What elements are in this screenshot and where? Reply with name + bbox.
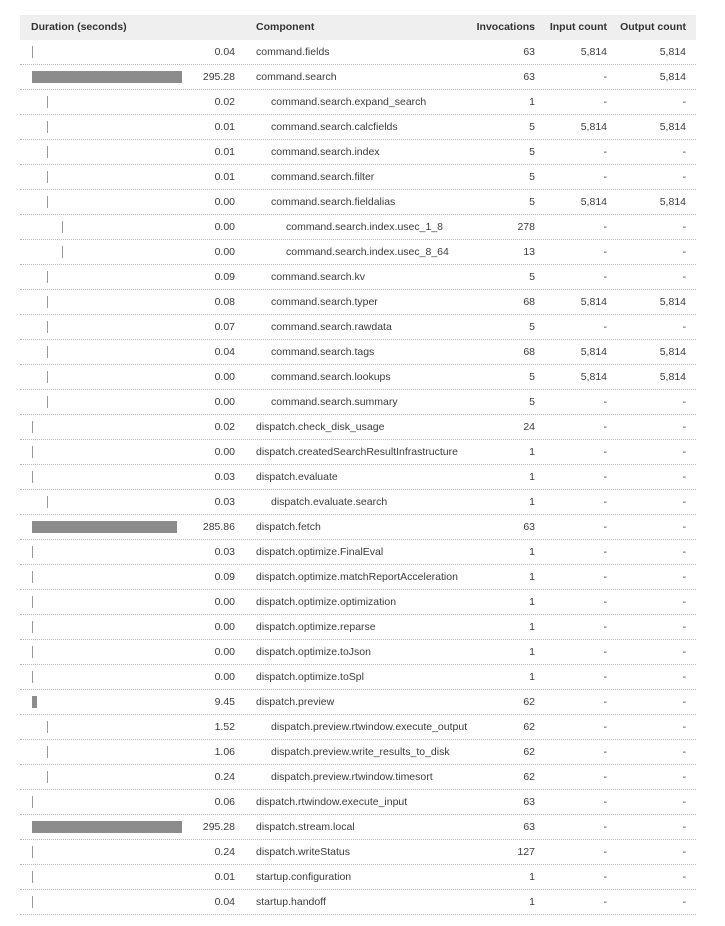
duration-bar — [32, 521, 177, 533]
duration-bar-cell — [20, 40, 180, 64]
duration-value: 0.02 — [214, 96, 235, 108]
duration-bar-cell — [20, 740, 180, 764]
input-count-value: - — [603, 96, 607, 108]
table-body — [20, 40, 696, 915]
component-name: dispatch.optimize.matchReportAcceleration — [256, 571, 458, 583]
input-count-value: - — [603, 896, 607, 908]
invocations-value: 63 — [523, 521, 535, 533]
component-name: command.search.expand_search — [271, 96, 427, 108]
duration-bar-cell — [20, 215, 180, 239]
duration-value: 0.24 — [214, 771, 235, 783]
duration-value: 0.02 — [214, 421, 235, 433]
component-name: command.search.rawdata — [271, 321, 392, 333]
duration-bar — [47, 271, 48, 283]
duration-bar-cell — [20, 840, 180, 864]
component-name: command.fields — [256, 46, 330, 58]
duration-bar — [47, 121, 48, 133]
duration-bar — [47, 396, 48, 408]
input-count-value: - — [603, 646, 607, 658]
input-count-column-header[interactable]: Input count — [549, 21, 607, 33]
input-count-value: - — [603, 671, 607, 683]
duration-value: 9.45 — [214, 696, 235, 708]
component-name: command.search.index — [271, 146, 380, 158]
duration-bar-cell — [20, 165, 180, 189]
invocations-value: 5 — [529, 121, 535, 133]
table-row[interactable] — [20, 190, 696, 215]
output-count-value: - — [682, 896, 686, 908]
output-count-value: - — [682, 521, 686, 533]
duration-bar — [62, 221, 63, 233]
invocations-value: 1 — [529, 621, 535, 633]
component-name: command.search.calcfields — [271, 121, 398, 133]
invocations-value: 63 — [523, 71, 535, 83]
table-row[interactable] — [20, 765, 696, 790]
output-count-value: 5,814 — [659, 346, 686, 358]
duration-bar-cell — [20, 865, 180, 889]
invocations-value: 1 — [529, 596, 535, 608]
table-row[interactable] — [20, 440, 696, 465]
output-count-value: - — [682, 646, 686, 658]
component-name: dispatch.preview.rtwindow.execute_output — [271, 721, 468, 733]
input-count-value: - — [603, 171, 607, 183]
invocations-value: 62 — [523, 771, 535, 783]
input-count-value: - — [603, 71, 607, 83]
duration-bar — [47, 746, 48, 758]
duration-value: 0.00 — [214, 596, 235, 608]
input-count-value: - — [603, 221, 607, 233]
component-name: dispatch.optimize.toJson — [256, 646, 371, 658]
component-name: dispatch.evaluate.search — [271, 496, 388, 508]
component-name: command.search.typer — [271, 296, 378, 308]
output-count-value: - — [682, 671, 686, 683]
duration-bar-cell — [20, 890, 180, 914]
duration-value: 0.24 — [214, 846, 235, 858]
duration-bar-cell — [20, 465, 180, 489]
duration-value: 0.00 — [214, 671, 235, 683]
component-name: command.search.index.usec_8_64 — [286, 246, 449, 258]
table-row[interactable] — [20, 740, 696, 765]
duration-bar — [32, 821, 182, 833]
duration-value: 0.04 — [214, 346, 235, 358]
component-name: dispatch.optimize.toSpl — [256, 671, 364, 683]
duration-bar-cell — [20, 340, 180, 364]
input-count-value: 5,814 — [580, 196, 607, 208]
input-count-value: - — [603, 596, 607, 608]
input-count-value: - — [603, 746, 607, 758]
duration-value: 295.28 — [202, 821, 235, 833]
duration-bar-cell — [20, 240, 180, 264]
duration-bar-cell — [20, 90, 180, 114]
duration-bar — [32, 571, 33, 583]
component-column-header[interactable]: Component — [256, 21, 315, 33]
duration-bar — [32, 421, 33, 433]
duration-bar-cell — [20, 490, 180, 514]
table-row[interactable] — [20, 540, 696, 565]
duration-value: 285.86 — [202, 521, 235, 533]
input-count-value: 5,814 — [580, 46, 607, 58]
invocations-value: 68 — [523, 296, 535, 308]
duration-bar-cell — [20, 790, 180, 814]
duration-bar-cell — [20, 415, 180, 439]
component-name: command.search.tags — [271, 346, 375, 358]
invocations-value: 1 — [529, 471, 535, 483]
input-count-value: - — [603, 546, 607, 558]
duration-bar — [32, 446, 33, 458]
duration-bar-cell — [20, 290, 180, 314]
duration-value: 0.09 — [214, 571, 235, 583]
input-count-value: - — [603, 471, 607, 483]
output-count-value: - — [682, 396, 686, 408]
component-name: dispatch.createdSearchResultInfrastructure — [256, 446, 458, 458]
component-name: startup.handoff — [256, 896, 326, 908]
table-row[interactable] — [20, 390, 696, 415]
component-name: command.search — [256, 71, 337, 83]
input-count-value: - — [603, 496, 607, 508]
duration-bar — [32, 896, 33, 908]
duration-bar — [32, 46, 33, 58]
output-count-value: 5,814 — [659, 371, 686, 383]
duration-bar — [32, 621, 33, 633]
output-count-column-header[interactable]: Output count — [620, 21, 686, 33]
invocations-value: 63 — [523, 821, 535, 833]
duration-bar — [47, 321, 48, 333]
component-name: dispatch.optimize.optimization — [256, 596, 397, 608]
duration-bar — [62, 246, 63, 258]
execution-costs-table — [20, 15, 696, 915]
duration-bar-cell — [20, 365, 180, 389]
output-count-value: - — [682, 771, 686, 783]
duration-bar — [32, 846, 33, 858]
component-name: dispatch.preview.rtwindow.timesort — [271, 771, 433, 783]
duration-bar-cell — [20, 615, 180, 639]
component-name: dispatch.writeStatus — [256, 846, 350, 858]
input-count-value: - — [603, 321, 607, 333]
input-count-value: - — [603, 571, 607, 583]
component-name: dispatch.optimize.reparse — [256, 621, 376, 633]
output-count-value: - — [682, 146, 686, 158]
duration-column-header[interactable]: Duration (seconds) — [31, 21, 127, 33]
component-name: dispatch.stream.local — [256, 821, 355, 833]
invocations-value: 62 — [523, 721, 535, 733]
invocations-value: 278 — [517, 221, 535, 233]
table-row[interactable] — [20, 65, 696, 90]
invocations-value: 62 — [523, 696, 535, 708]
invocations-value: 1 — [529, 496, 535, 508]
table-row[interactable] — [20, 40, 696, 65]
duration-bar-cell — [20, 665, 180, 689]
duration-bar — [47, 96, 48, 108]
component-name: command.search.fieldalias — [271, 196, 396, 208]
duration-value: 0.00 — [214, 446, 235, 458]
duration-bar — [47, 346, 48, 358]
output-count-value: - — [682, 446, 686, 458]
table-row[interactable] — [20, 315, 696, 340]
duration-bar-cell — [20, 515, 180, 539]
output-count-value: - — [682, 496, 686, 508]
table-row[interactable] — [20, 365, 696, 390]
duration-bar-cell — [20, 640, 180, 664]
table-row[interactable] — [20, 590, 696, 615]
invocations-value: 5 — [529, 321, 535, 333]
duration-bar — [32, 71, 182, 83]
duration-bar — [32, 671, 33, 683]
output-count-value: - — [682, 796, 686, 808]
duration-value: 0.01 — [214, 146, 235, 158]
duration-value: 0.03 — [214, 546, 235, 558]
output-count-value: 5,814 — [659, 296, 686, 308]
table-row[interactable] — [20, 790, 696, 815]
duration-bar-cell — [20, 315, 180, 339]
invocations-value: 1 — [529, 871, 535, 883]
duration-value: 0.00 — [214, 621, 235, 633]
duration-bar — [32, 796, 33, 808]
component-name: dispatch.preview.write_results_to_disk — [271, 746, 450, 758]
duration-value: 0.01 — [214, 121, 235, 133]
table-row[interactable] — [20, 240, 696, 265]
duration-value: 0.00 — [214, 396, 235, 408]
output-count-value: - — [682, 821, 686, 833]
output-count-value: - — [682, 246, 686, 258]
duration-value: 0.03 — [214, 496, 235, 508]
output-count-value: - — [682, 571, 686, 583]
input-count-value: - — [603, 796, 607, 808]
invocations-value: 1 — [529, 896, 535, 908]
output-count-value: 5,814 — [659, 121, 686, 133]
duration-value: 0.00 — [214, 196, 235, 208]
duration-value: 0.06 — [214, 796, 235, 808]
input-count-value: - — [603, 846, 607, 858]
duration-bar-cell — [20, 590, 180, 614]
invocations-value: 5 — [529, 171, 535, 183]
table-row[interactable] — [20, 140, 696, 165]
output-count-value: - — [682, 846, 686, 858]
output-count-value: 5,814 — [659, 46, 686, 58]
invocations-value: 1 — [529, 446, 535, 458]
component-name: command.search.kv — [271, 271, 365, 283]
invocations-column-header[interactable]: Invocations — [476, 21, 535, 33]
output-count-value: - — [682, 696, 686, 708]
component-name: dispatch.optimize.FinalEval — [256, 546, 384, 558]
invocations-value: 1 — [529, 671, 535, 683]
output-count-value: - — [682, 871, 686, 883]
duration-bar-cell — [20, 540, 180, 564]
table-row[interactable] — [20, 90, 696, 115]
input-count-value: - — [603, 521, 607, 533]
duration-bar — [47, 171, 48, 183]
duration-bar — [32, 596, 33, 608]
table-row[interactable] — [20, 715, 696, 740]
duration-bar-cell — [20, 440, 180, 464]
input-count-value: - — [603, 421, 607, 433]
output-count-value: - — [682, 746, 686, 758]
input-count-value: - — [603, 246, 607, 258]
invocations-value: 13 — [523, 246, 535, 258]
input-count-value: - — [603, 771, 607, 783]
invocations-value: 5 — [529, 196, 535, 208]
duration-value: 0.04 — [214, 46, 235, 58]
table-row[interactable] — [20, 415, 696, 440]
component-name: command.search.summary — [271, 396, 398, 408]
duration-bar — [47, 196, 48, 208]
output-count-value: - — [682, 221, 686, 233]
duration-value: 295.28 — [202, 71, 235, 83]
table-row[interactable] — [20, 865, 696, 890]
input-count-value: - — [603, 721, 607, 733]
table-row[interactable] — [20, 690, 696, 715]
invocations-value: 5 — [529, 396, 535, 408]
invocations-value: 1 — [529, 96, 535, 108]
input-count-value: - — [603, 621, 607, 633]
invocations-value: 68 — [523, 346, 535, 358]
duration-bar — [47, 146, 48, 158]
table-row[interactable] — [20, 615, 696, 640]
table-row[interactable] — [20, 265, 696, 290]
output-count-value: - — [682, 596, 686, 608]
duration-bar-cell — [20, 815, 180, 839]
duration-bar — [32, 471, 33, 483]
duration-bar-cell — [20, 140, 180, 164]
output-count-value: - — [682, 171, 686, 183]
invocations-value: 5 — [529, 146, 535, 158]
table-row[interactable] — [20, 215, 696, 240]
table-row[interactable] — [20, 665, 696, 690]
duration-bar-cell — [20, 765, 180, 789]
output-count-value: - — [682, 421, 686, 433]
duration-bar — [32, 871, 33, 883]
component-name: command.search.filter — [271, 171, 375, 183]
duration-value: 0.01 — [214, 871, 235, 883]
duration-bar — [32, 646, 33, 658]
table-row[interactable] — [20, 890, 696, 915]
invocations-value: 1 — [529, 546, 535, 558]
component-name: command.search.index.usec_1_8 — [286, 221, 444, 233]
duration-value: 0.09 — [214, 271, 235, 283]
input-count-value: - — [603, 821, 607, 833]
duration-value: 0.08 — [214, 296, 235, 308]
table-row[interactable] — [20, 565, 696, 590]
invocations-value: 5 — [529, 271, 535, 283]
duration-bar — [47, 496, 48, 508]
table-row[interactable] — [20, 490, 696, 515]
duration-bar-cell — [20, 190, 180, 214]
component-name: command.search.lookups — [271, 371, 391, 383]
table-row[interactable] — [20, 465, 696, 490]
table-header — [20, 15, 696, 40]
table-row[interactable] — [20, 640, 696, 665]
invocations-value: 1 — [529, 571, 535, 583]
duration-bar — [47, 296, 48, 308]
invocations-value: 24 — [523, 421, 535, 433]
input-count-value: - — [603, 446, 607, 458]
input-count-value: - — [603, 271, 607, 283]
table-row[interactable] — [20, 340, 696, 365]
duration-value: 0.00 — [214, 246, 235, 258]
output-count-value: 5,814 — [659, 71, 686, 83]
duration-value: 0.00 — [214, 221, 235, 233]
input-count-value: 5,814 — [580, 346, 607, 358]
duration-bar-cell — [20, 715, 180, 739]
duration-value: 0.00 — [214, 646, 235, 658]
duration-value: 1.52 — [214, 721, 235, 733]
component-name: dispatch.check_disk_usage — [256, 421, 385, 433]
component-name: dispatch.preview — [256, 696, 335, 708]
output-count-value: - — [682, 271, 686, 283]
table-row[interactable] — [20, 290, 696, 315]
output-count-value: - — [682, 321, 686, 333]
component-name: startup.configuration — [256, 871, 352, 883]
table-row[interactable] — [20, 840, 696, 865]
table-row[interactable] — [20, 165, 696, 190]
duration-value: 0.00 — [214, 371, 235, 383]
duration-bar — [47, 371, 48, 383]
duration-value: 0.03 — [214, 471, 235, 483]
duration-bar-cell — [20, 690, 180, 714]
duration-value: 1.06 — [214, 746, 235, 758]
component-name: dispatch.evaluate — [256, 471, 338, 483]
invocations-value: 127 — [517, 846, 535, 858]
table-row[interactable] — [20, 515, 696, 540]
component-name: dispatch.fetch — [256, 521, 321, 533]
duration-value: 0.07 — [214, 321, 235, 333]
output-count-value: - — [682, 471, 686, 483]
input-count-value: 5,814 — [580, 121, 607, 133]
output-count-value: 5,814 — [659, 196, 686, 208]
input-count-value: - — [603, 146, 607, 158]
invocations-value: 5 — [529, 371, 535, 383]
output-count-value: - — [682, 96, 686, 108]
output-count-value: - — [682, 621, 686, 633]
duration-bar — [32, 696, 37, 708]
invocations-value: 62 — [523, 746, 535, 758]
input-count-value: - — [603, 396, 607, 408]
duration-bar — [47, 771, 48, 783]
input-count-value: 5,814 — [580, 296, 607, 308]
invocations-value: 1 — [529, 646, 535, 658]
duration-bar — [47, 721, 48, 733]
duration-bar-cell — [20, 390, 180, 414]
output-count-value: - — [682, 721, 686, 733]
component-name: dispatch.rtwindow.execute_input — [256, 796, 408, 808]
input-count-value: - — [603, 871, 607, 883]
input-count-value: 5,814 — [580, 371, 607, 383]
duration-bar-cell — [20, 115, 180, 139]
duration-value: 0.04 — [214, 896, 235, 908]
invocations-value: 63 — [523, 46, 535, 58]
duration-bar — [32, 546, 33, 558]
duration-bar-cell — [20, 65, 180, 89]
table-row[interactable] — [20, 115, 696, 140]
output-count-value: - — [682, 546, 686, 558]
table-row[interactable] — [20, 815, 696, 840]
invocations-value: 63 — [523, 796, 535, 808]
duration-bar-cell — [20, 565, 180, 589]
duration-bar-cell — [20, 265, 180, 289]
input-count-value: - — [603, 696, 607, 708]
duration-value: 0.01 — [214, 171, 235, 183]
